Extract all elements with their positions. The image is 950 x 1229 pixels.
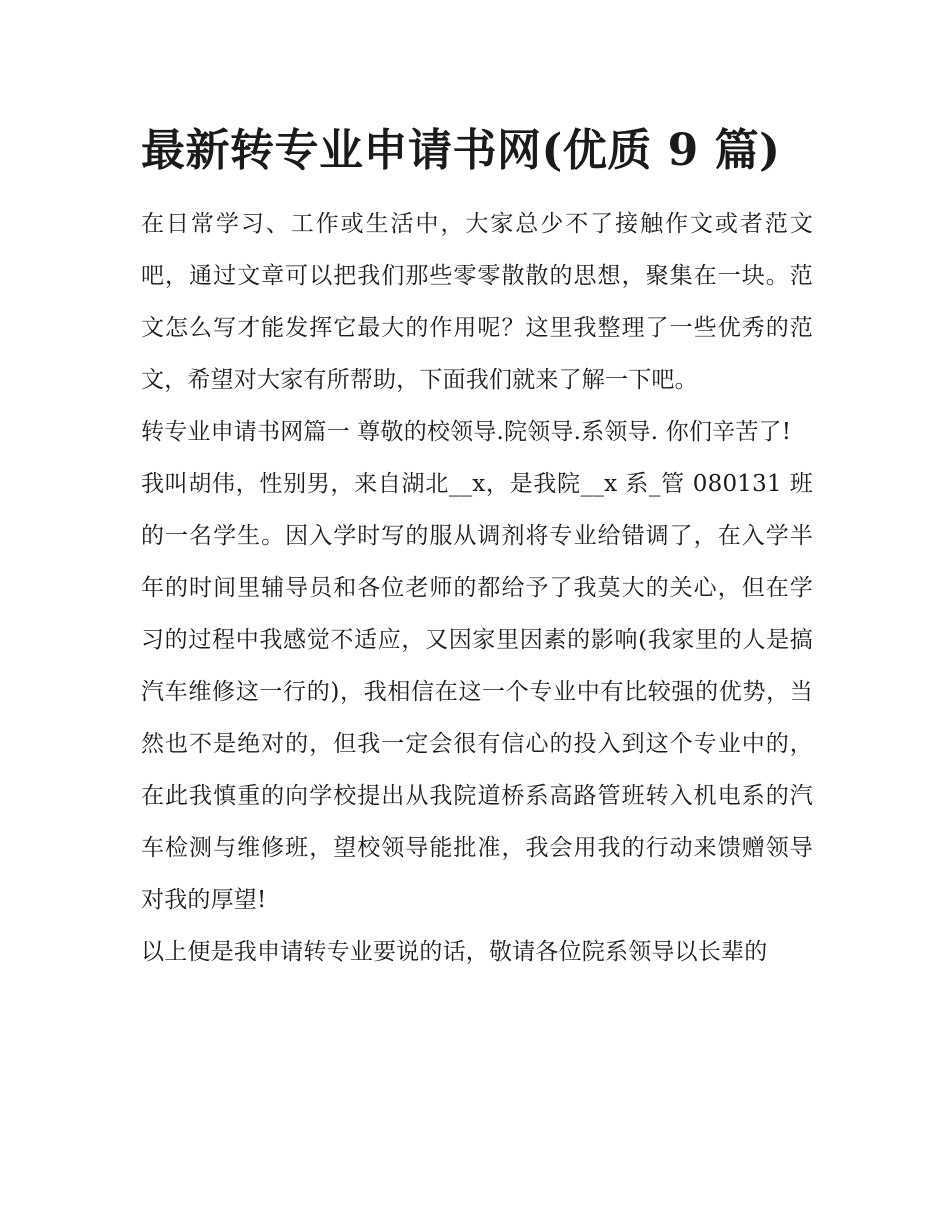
body-paragraph: 我叫胡伟，性别男，来自湖北__x，是我院__x 系_管 080131 班的一名学生。因入学时写的服从调剂将专业给错调了，在入学半年的时间里辅导员和各位老师的都给予了我莫大的关心，但在学习的过程中我感觉不适应，又因家里因素的影响(我家里的人是搞汽车维修这一行的)，我相信在这一个专业中有比较强的优势，当然也不是绝对的，但我一定会很有信心的投入到这个专业中的，在此我慎重的向学校提出从我院道桥系高路管班转入机电系的汽车检测与维修班，望校领导能批准，我会用我的行动来馈赠领导对我的厚望! xyxy=(141,471,813,913)
intro-paragraph: 在日常学习、工作或生活中，大家总少不了接触作文或者范文吧，通过文章可以把我们那些零零散散的思想，聚集在一块。范文怎么写才能发挥它最大的作用呢？这里我整理了一些优秀的范文，希望对大家有所帮助，下面我们就来了解一下吧。 xyxy=(141,211,813,393)
document-title: 最新转专业申请书网(优质 9 篇) xyxy=(141,125,781,176)
closing-paragraph: 以上便是我申请转专业要说的话，敬请各位院系领导以长辈的 xyxy=(141,939,768,965)
greeting-paragraph: 转专业申请书网篇一 尊敬的校领导.院领导.系领导. 你们辛苦了! xyxy=(141,419,792,445)
document-body xyxy=(141,112,813,978)
